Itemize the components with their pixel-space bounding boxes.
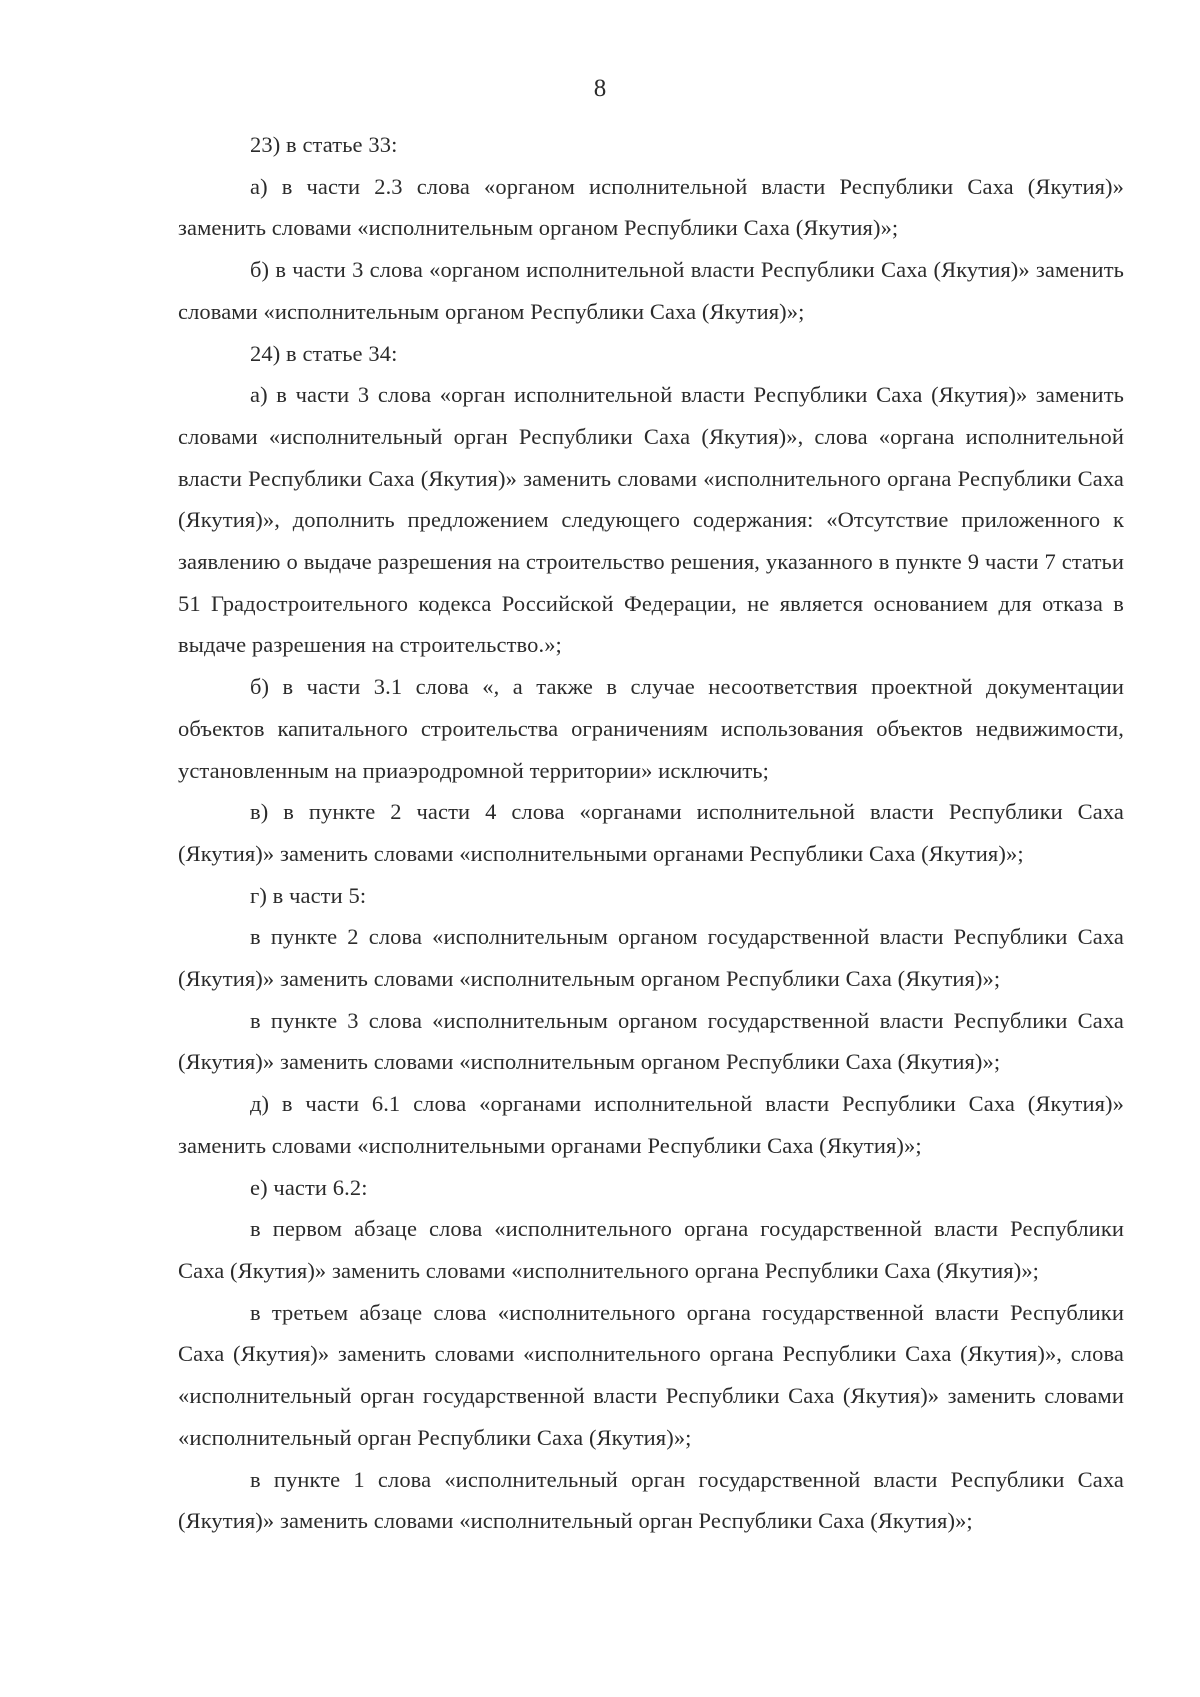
paragraph-item-e-third-abzac: в третьем абзаце слова «исполнительного органа государственной власти Республики Саха (Якутия)» заменить словами «исполнительного органа Республики Саха (Якутия)», слова «исполнительный орган государственной власти Республики Саха (Якутия)» заменить словами «исполнительный орган Республики Саха (Якутия)»;	[178, 1299, 1124, 1450]
document-body	[178, 124, 1124, 1542]
paragraph-article-34-item-g: г) в части 5:	[250, 882, 367, 908]
paragraph-article-34-item-v: в) в пункте 2 части 4 слова «органами исполнительной власти Республики Саха (Якутия)» заменить словами «исполнительными органами Республики Саха (Якутия)»;	[178, 799, 1124, 866]
page-number: 8	[593, 75, 607, 102]
paragraph-article-34-heading: 24) в статье 34:	[250, 340, 398, 366]
paragraph-article-34-item-e: е) части 6.2:	[250, 1174, 368, 1200]
paragraph-article-34-item-d: д) в части 6.1 слова «органами исполнительной власти Республики Саха (Якутия)» заменить словами «исполнительными органами Республики Саха (Якутия)»;	[178, 1091, 1124, 1158]
paragraph-item-e-point-1: в пункте 1 слова «исполнительный орган государственной власти Республики Саха (Якутия)» заменить словами «исполнительный орган Республики Саха (Якутия)»;	[178, 1466, 1124, 1534]
paragraph-article-33-heading: 23) в статье 33:	[250, 132, 398, 157]
paragraph-item-e-first-abzac: в первом абзаце слова «исполнительного органа государственной власти Республики Саха (Якутия)» заменить словами «исполнительного органа Республики Саха (Якутия)»;	[178, 1216, 1124, 1283]
paragraph-article-34-item-b: б) в части 3.1 слова «, а также в случае несоответствия проектной документации объектов капитального строительства ограничениям использования объектов недвижимости, установленным на приаэродромной территории» исключить;	[178, 674, 1124, 783]
paragraph-article-34-item-a: а) в части 3 слова «орган исполнительной власти Республики Саха (Якутия)» заменить словами «исполнительный орган Республики Саха (Якутия)», слова «органа исполнительной власти Республики Саха (Якутия)» заменить словами «исполнительного органа Республики Саха (Якутия)», дополнить предложением следующего содержания: «Отсутствие приложенного к заявлению о выдаче разрешения на строительство решения, указанного в пункте 9 части 7 статьи 51 Градостроительного кодекса Российской Федерации, не является основанием для отказа в выдаче разрешения на строительство.»;	[178, 382, 1124, 658]
paragraph-article-33-item-b: б) в части 3 слова «органом исполнительной власти Республики Саха (Якутия)» заменить словами «исполнительным органом Республики Саха (Якутия)»;	[178, 257, 1124, 324]
paragraph-article-33-item-a: а) в части 2.3 слова «органом исполнительной власти Республики Саха (Якутия)» заменить словами «исполнительным органом Республики Саха (Якутия)»;	[178, 173, 1124, 241]
paragraph-item-g-point-2: в пункте 2 слова «исполнительным органом государственной власти Республики Саха (Якутия)» заменить словами «исполнительным органом Республики Саха (Якутия)»;	[178, 924, 1124, 992]
paragraph-item-g-point-3: в пункте 3 слова «исполнительным органом государственной власти Республики Саха (Якутия)» заменить словами «исполнительным органом Республики Саха (Якутия)»;	[178, 1007, 1124, 1075]
